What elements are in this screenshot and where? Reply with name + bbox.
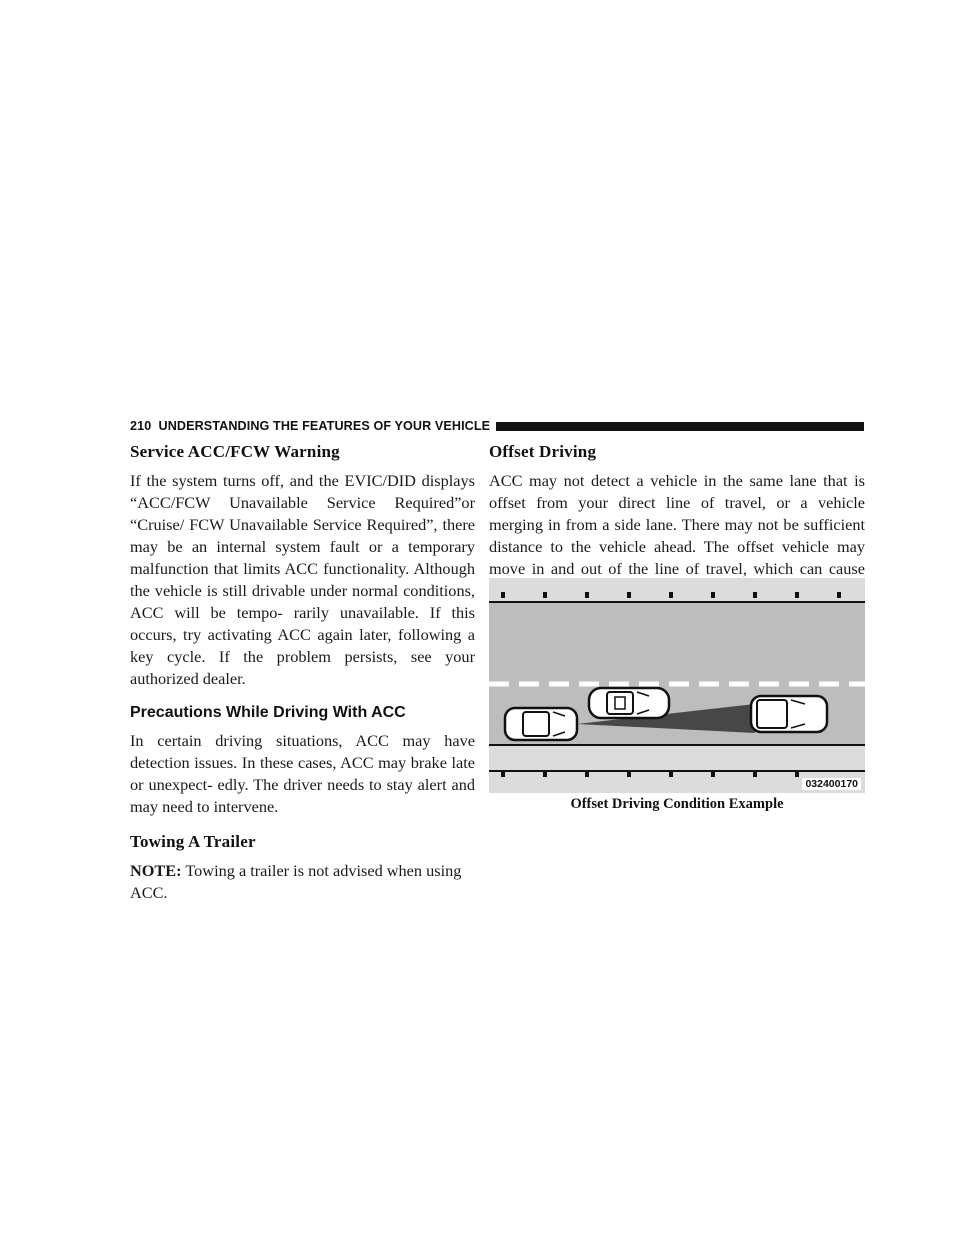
road-illustration	[489, 578, 865, 793]
note-text: Towing a trailer is not advised when using ACC.	[130, 861, 462, 902]
section-title: UNDERSTANDING THE FEATURES OF YOUR VEHICLE	[158, 419, 491, 433]
figure-id: 032400170	[802, 778, 861, 790]
header-text	[130, 419, 490, 433]
service-warning-paragraph: If the system turns off, and the EVIC/DID displays “ACC/FCW Unavailable Service Required”or “Cruise/ FCW Unavailable Service Required”, there may be an internal system fault or a temporary malfunction that limits ACC functionality. Although the vehicle is still drivable under normal conditions, ACC will be tempo- rarily unavailable. If this occurs, try activating ACC again later, following a key cycle. If the problem persists, see your authorized dealer.	[130, 471, 475, 688]
precautions-heading: Precautions While Driving With ACC	[130, 704, 406, 721]
car-offset-ahead	[589, 688, 669, 718]
offset-driving-figure	[489, 578, 865, 793]
page-header	[130, 419, 864, 433]
note-label: NOTE:	[130, 861, 182, 880]
offset-driving-heading: Offset Driving	[489, 442, 597, 461]
car-own-vehicle	[505, 708, 577, 740]
offset-driving-paragraph: ACC may not detect a vehicle in the same lane that is offset from your direct line of travel, or a vehicle merging in from a side lane. There may not be sufficient distance to the vehicle ahead. The offset vehicle may move in and out of the line of travel, which can cause	[489, 471, 865, 578]
page-number: 210	[130, 419, 152, 433]
service-warning-heading: Service ACC/FCW Warning	[130, 442, 340, 461]
precautions-paragraph: In certain driving situations, ACC may have detection issues. In these cases, ACC may brake late or unexpect- edly. The driver needs to stay alert and may need to intervene.	[130, 731, 475, 816]
left-column	[130, 442, 475, 904]
header-rule	[496, 422, 864, 431]
car-lead-vehicle	[751, 696, 827, 732]
figure-caption: Offset Driving Condition Example	[570, 796, 784, 812]
towing-heading: Towing A Trailer	[130, 832, 256, 851]
towing-note	[130, 860, 475, 904]
